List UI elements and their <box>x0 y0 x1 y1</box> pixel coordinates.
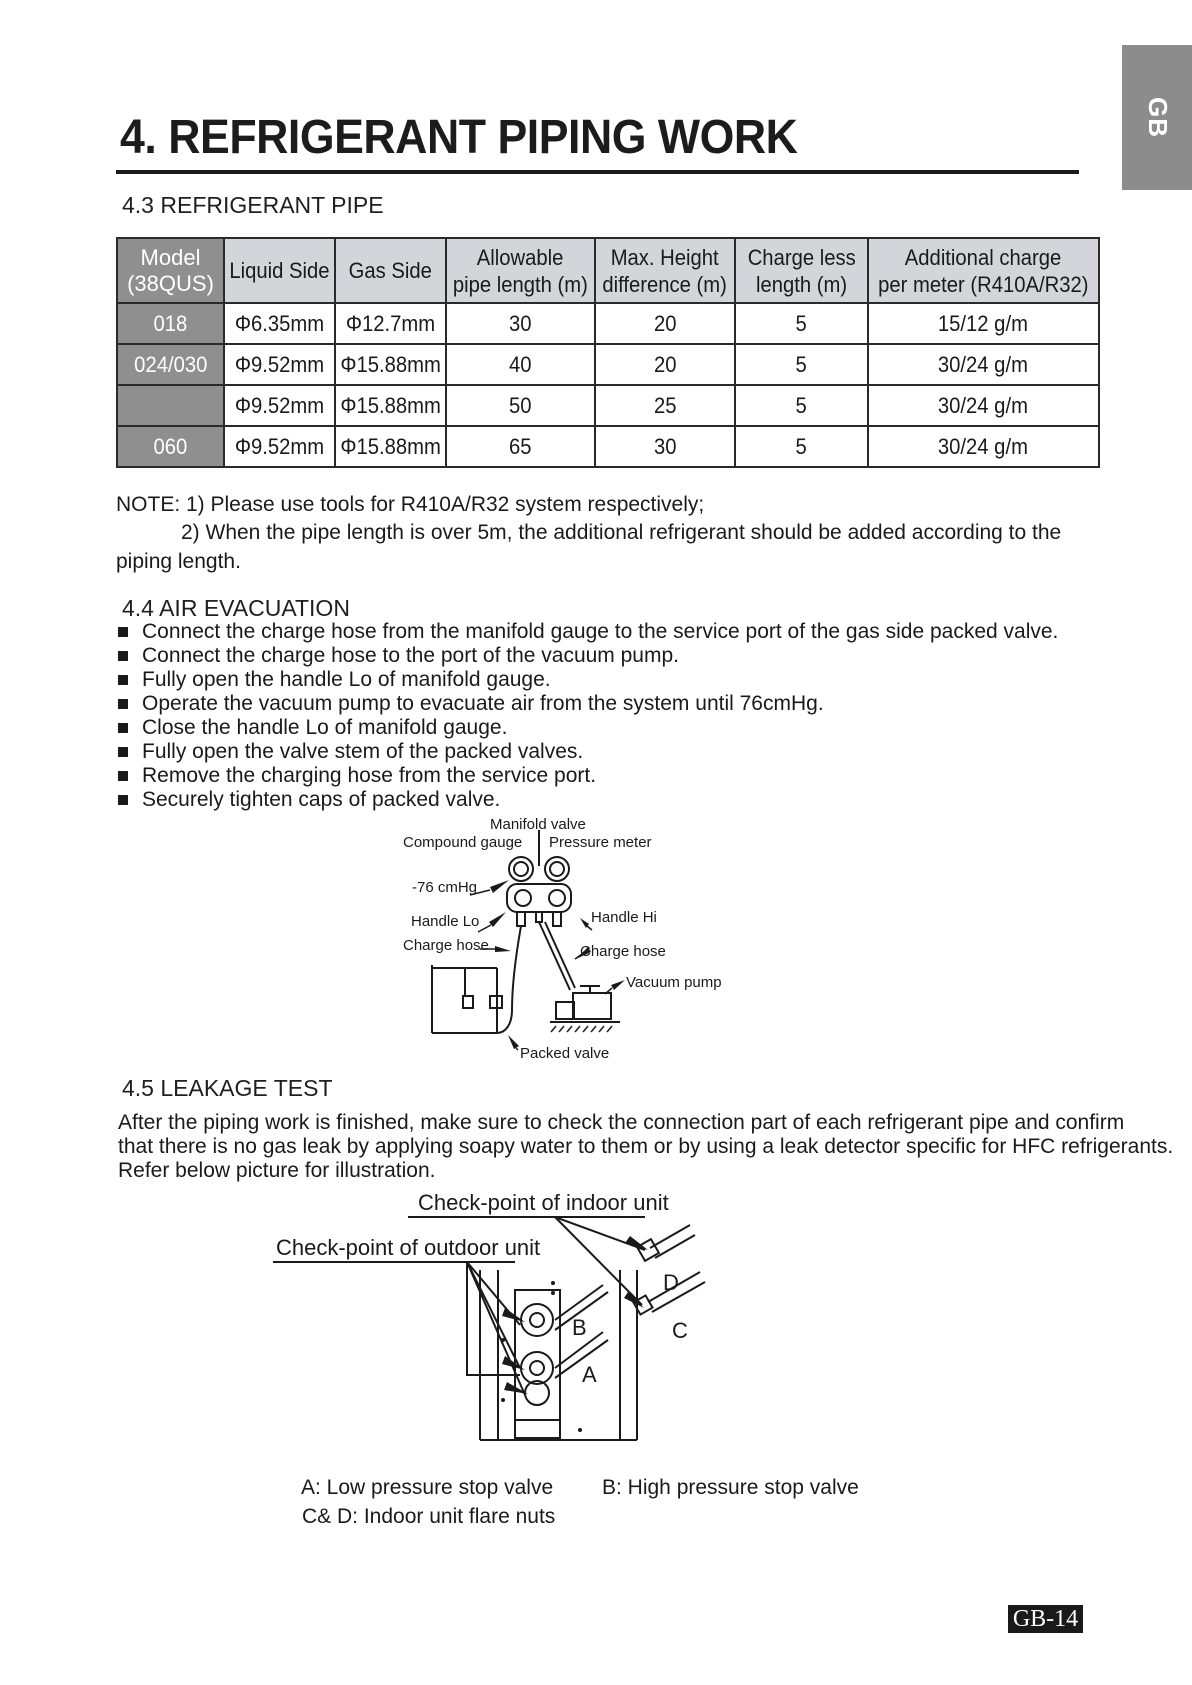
section-heading-refrigerant-pipe: 4.3 REFRIGERANT PIPE <box>122 192 384 218</box>
label-indoor-checkpoint: Check-point of indoor unit <box>418 1190 669 1215</box>
header-charge-less-line1: Charge less <box>747 244 856 270</box>
cell-gas: Φ15.88mm <box>335 426 446 467</box>
label-pressure-meter: Pressure meter <box>549 834 652 851</box>
step-text: Operate the vacuum pump to evacuate air from the system until 76cmHg. <box>142 692 824 715</box>
step-text: Connect the charge hose to the port of the vacuum pump. <box>142 644 679 667</box>
language-tab-label: GB <box>1142 97 1173 138</box>
cell-charge-less: 5 <box>735 385 868 426</box>
cell-charge-less: 5 <box>735 303 868 344</box>
caption-a: A: Low pressure stop valve <box>301 1476 554 1499</box>
cell-allowable: 50 <box>446 385 595 426</box>
step-text: Securely tighten caps of packed valve. <box>142 788 501 811</box>
label-handle-lo: Handle Lo <box>411 913 480 930</box>
note-line-3: piping length. <box>116 550 241 573</box>
cell-height: 25 <box>595 385 735 426</box>
section-heading-air-evacuation: 4.4 AIR EVACUATION <box>122 595 350 621</box>
cell-charge-less: 5 <box>735 344 868 385</box>
label-charge-hose-right: Charge hose <box>580 943 666 960</box>
header-charge-less-line2: length (m) <box>755 271 847 297</box>
cell-height: 30 <box>595 426 735 467</box>
header-model-line2: (38QUS) <box>127 270 214 296</box>
label-handle-hi: Handle Hi <box>591 909 657 926</box>
header-additional-line1: Additional charge <box>905 244 1062 270</box>
cell-additional: 30/24 g/m <box>868 426 1099 467</box>
label-manifold-valve: Manifold valve <box>490 816 586 833</box>
cell-allowable: 65 <box>446 426 595 467</box>
header-liquid-label: Liquid Side <box>229 258 330 283</box>
cell-model: 018 <box>117 303 224 344</box>
label-vacuum-pump: Vacuum pump <box>626 974 722 991</box>
step-text: Remove the charging hose from the service port. <box>142 764 597 787</box>
page-title: 4. REFRIGERANT PIPING WORK <box>120 111 798 164</box>
label-point-a: A <box>582 1362 597 1387</box>
note-line-1: NOTE: 1) Please use tools for R410A/R32 system respectively; <box>116 493 705 516</box>
cell-liquid: Φ9.52mm <box>224 426 335 467</box>
header-allowable-line1: Allowable <box>477 244 564 270</box>
caption-cd: C& D: Indoor unit flare nuts <box>302 1505 556 1528</box>
step-text: Close the handle Lo of manifold gauge. <box>142 716 508 739</box>
cell-model: 060 <box>117 426 224 467</box>
paragraph-line: that there is no gas leak by applying soapy water to them or by using a leak detector specific for HFC refrigerants. <box>118 1135 1174 1158</box>
step-text: Fully open the handle Lo of manifold gauge. <box>142 668 551 691</box>
label-outdoor-checkpoint: Check-point of outdoor unit <box>276 1235 541 1260</box>
cell-allowable: 40 <box>446 344 595 385</box>
cell-height: 20 <box>595 303 735 344</box>
caption-b: B: High pressure stop valve <box>602 1476 859 1499</box>
cell-height: 20 <box>595 344 735 385</box>
cell-allowable: 30 <box>446 303 595 344</box>
header-height-line2: difference (m) <box>602 271 728 297</box>
page-number: GB-14 <box>1008 1605 1083 1633</box>
cell-additional: 30/24 g/m <box>868 344 1099 385</box>
header-model-line1: Model <box>140 244 201 270</box>
label-point-d: D <box>663 1270 679 1295</box>
label-compound-gauge: Compound gauge <box>403 834 523 851</box>
step-text: Connect the charge hose from the manifold gauge to the service port of the gas side packed valve. <box>142 620 1059 643</box>
cell-gas: Φ15.88mm <box>335 385 446 426</box>
header-height-line1: Max. Height <box>610 244 719 270</box>
label-point-b: B <box>572 1315 587 1340</box>
step-text: Fully open the valve stem of the packed valves. <box>142 740 584 763</box>
label-charge-hose-left: Charge hose <box>403 937 489 954</box>
label-vacuum-reading: -76 cmHg <box>412 879 478 896</box>
label-packed-valve: Packed valve <box>520 1045 610 1062</box>
cell-gas: Φ15.88mm <box>335 344 446 385</box>
cell-charge-less: 5 <box>735 426 868 467</box>
cell-additional: 15/12 g/m <box>868 303 1099 344</box>
cell-model: 024/030 <box>117 344 224 385</box>
header-additional-line2: per meter (R410A/R32) <box>878 271 1089 297</box>
cell-gas: Φ12.7mm <box>335 303 446 344</box>
cell-liquid: Φ6.35mm <box>224 303 335 344</box>
note-line-2: 2) When the pipe length is over 5m, the additional refrigerant should be added according to the <box>181 521 1062 544</box>
section-heading-leakage-test: 4.5 LEAKAGE TEST <box>122 1075 333 1101</box>
header-allowable-line2: pipe length (m) <box>453 271 589 297</box>
cell-liquid: Φ9.52mm <box>224 344 335 385</box>
paragraph-line: After the piping work is finished, make sure to check the connection part of each refrigerant pipe and confirm <box>118 1111 1125 1134</box>
cell-liquid: Φ9.52mm <box>224 385 335 426</box>
label-point-c: C <box>672 1318 688 1343</box>
header-gas-label: Gas Side <box>348 258 433 283</box>
cell-additional: 30/24 g/m <box>868 385 1099 426</box>
paragraph-line: Refer below picture for illustration. <box>118 1159 436 1182</box>
